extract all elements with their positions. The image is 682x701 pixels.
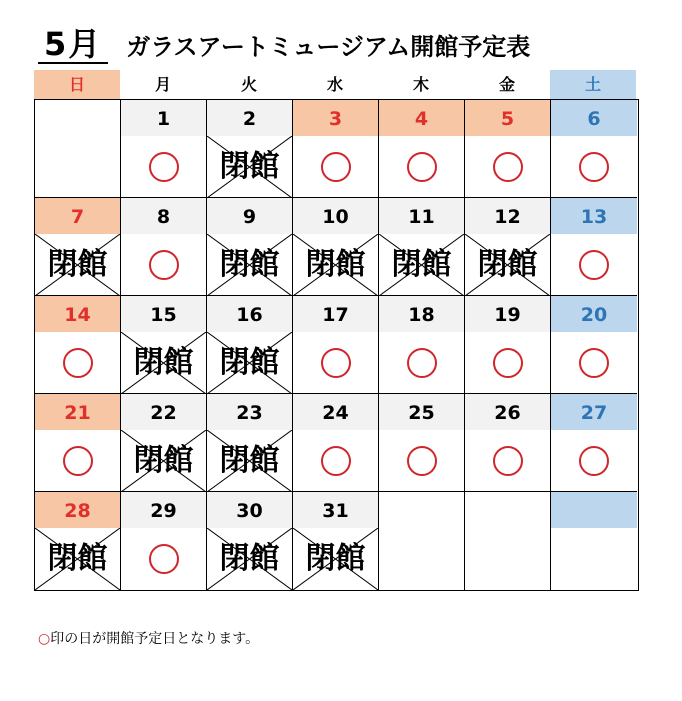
closed-label: 閉館 [477,247,538,282]
closed-label: 閉館 [47,247,108,282]
day-number: 2 [207,100,292,136]
open-circle-icon [63,348,93,378]
open-circle-icon [493,348,523,378]
open-circle-icon [407,348,437,378]
day-number: 26 [465,394,550,430]
day-status [293,430,378,492]
calendar-day-cell [293,198,379,296]
calendar-day-cell [121,198,207,296]
calendar-day-cell [35,492,121,590]
open-circle-icon [321,446,351,476]
open-circle-icon [321,152,351,182]
day-status [293,332,378,394]
open-mark: ○ [38,631,51,647]
weekday-sat: 土 [550,70,636,99]
day-status [121,234,206,296]
calendar-day-cell [121,296,207,394]
day-number [551,492,637,528]
day-status [207,332,292,394]
day-status [379,528,464,590]
day-number: 30 [207,492,292,528]
day-number [465,492,550,528]
calendar-day-cell [207,198,293,296]
day-number: 27 [551,394,637,430]
open-circle-icon [149,152,179,182]
calendar-day-cell [35,198,121,296]
closed-label: 閉館 [219,443,280,478]
closed-label: 閉館 [133,443,194,478]
day-status [551,332,637,394]
day-number: 11 [379,198,464,234]
day-status [35,234,120,296]
day-status [207,430,292,492]
day-number: 23 [207,394,292,430]
calendar-day-cell [379,100,465,198]
open-circle-icon [493,152,523,182]
page-header [38,24,530,64]
day-status [465,234,550,296]
closed-label: 閉館 [219,149,280,184]
day-number: 3 [293,100,378,136]
day-status [293,234,378,296]
calendar-day-cell [121,492,207,590]
weekday-sun: 日 [34,70,120,99]
legend-note [38,628,259,648]
calendar-day-cell [551,492,637,590]
day-status [121,430,206,492]
calendar-day-cell [293,492,379,590]
day-number: 20 [551,296,637,332]
calendar-day-cell [465,296,551,394]
calendar-day-cell [293,296,379,394]
day-number: 1 [121,100,206,136]
day-status [293,136,378,198]
day-status [465,430,550,492]
day-status [551,136,637,198]
closed-label: 閉館 [133,345,194,380]
day-number: 5 [465,100,550,136]
calendar-day-cell [379,296,465,394]
day-number: 6 [551,100,637,136]
day-number: 25 [379,394,464,430]
calendar-day-cell [551,198,637,296]
calendar-day-cell [121,394,207,492]
day-status [35,136,120,198]
day-number: 24 [293,394,378,430]
weekday-thu: 木 [412,75,429,94]
day-status [207,136,292,198]
day-number [379,492,464,528]
day-status [379,136,464,198]
weekday-wed: 水 [326,75,343,94]
day-number: 12 [465,198,550,234]
month-label: 5月 [38,26,108,64]
day-number: 9 [207,198,292,234]
open-circle-icon [579,446,609,476]
day-status [465,136,550,198]
open-circle-icon [321,348,351,378]
day-number: 17 [293,296,378,332]
day-number: 22 [121,394,206,430]
calendar-day-cell [35,100,121,198]
weekday-mon: 月 [154,75,171,94]
day-number: 8 [121,198,206,234]
weekday-fri: 金 [498,75,515,94]
calendar-day-cell [465,394,551,492]
day-number: 31 [293,492,378,528]
open-circle-icon [579,348,609,378]
calendar-day-cell [35,394,121,492]
calendar-day-cell [207,394,293,492]
day-number [35,100,120,136]
day-number: 28 [35,492,120,528]
day-status [121,136,206,198]
day-number: 19 [465,296,550,332]
calendar-day-cell [551,296,637,394]
day-status [465,528,550,590]
open-circle-icon [63,446,93,476]
page-title: ガラスアートミュージアム開館予定表 [126,33,531,61]
day-status [551,430,637,492]
closed-label: 閉館 [47,541,108,576]
calendar-day-cell [465,100,551,198]
day-number: 14 [35,296,120,332]
calendar-grid [34,99,639,591]
day-status [379,430,464,492]
day-status [35,528,120,590]
weekday-tue: 火 [240,75,257,94]
day-status [379,332,464,394]
calendar-day-cell [379,198,465,296]
closed-label: 閉館 [391,247,452,282]
day-number: 7 [35,198,120,234]
open-circle-icon [579,250,609,280]
day-number: 21 [35,394,120,430]
open-circle-icon [149,544,179,574]
open-circle-icon [407,446,437,476]
closed-label: 閉館 [305,541,366,576]
calendar-day-cell [207,100,293,198]
open-circle-icon [493,446,523,476]
day-status [121,528,206,590]
day-number: 13 [551,198,637,234]
day-number: 29 [121,492,206,528]
day-number: 10 [293,198,378,234]
day-status [35,430,120,492]
day-status [379,234,464,296]
calendar-day-cell [551,100,637,198]
day-status [551,234,637,296]
open-circle-icon [579,152,609,182]
calendar-day-cell [207,296,293,394]
closed-label: 閉館 [305,247,366,282]
closed-label: 閉館 [219,541,280,576]
day-status [207,234,292,296]
day-status [551,528,637,590]
day-number: 4 [379,100,464,136]
day-status [121,332,206,394]
day-status [293,528,378,590]
closed-label: 閉館 [219,247,280,282]
calendar-day-cell [465,198,551,296]
calendar-day-cell [293,100,379,198]
calendar-day-cell [465,492,551,590]
calendar [34,70,637,591]
open-circle-icon [149,250,179,280]
day-status [35,332,120,394]
calendar-day-cell [379,492,465,590]
day-status [465,332,550,394]
calendar-day-cell [293,394,379,492]
calendar-day-cell [379,394,465,492]
calendar-day-cell [207,492,293,590]
day-number: 16 [207,296,292,332]
day-number: 18 [379,296,464,332]
note-text: 印の日が開館予定日となります。 [50,631,260,647]
day-status [207,528,292,590]
calendar-day-cell [551,394,637,492]
open-circle-icon [407,152,437,182]
calendar-day-cell [35,296,121,394]
calendar-day-cell [121,100,207,198]
day-number: 15 [121,296,206,332]
weekday-header [34,70,637,99]
closed-label: 閉館 [219,345,280,380]
